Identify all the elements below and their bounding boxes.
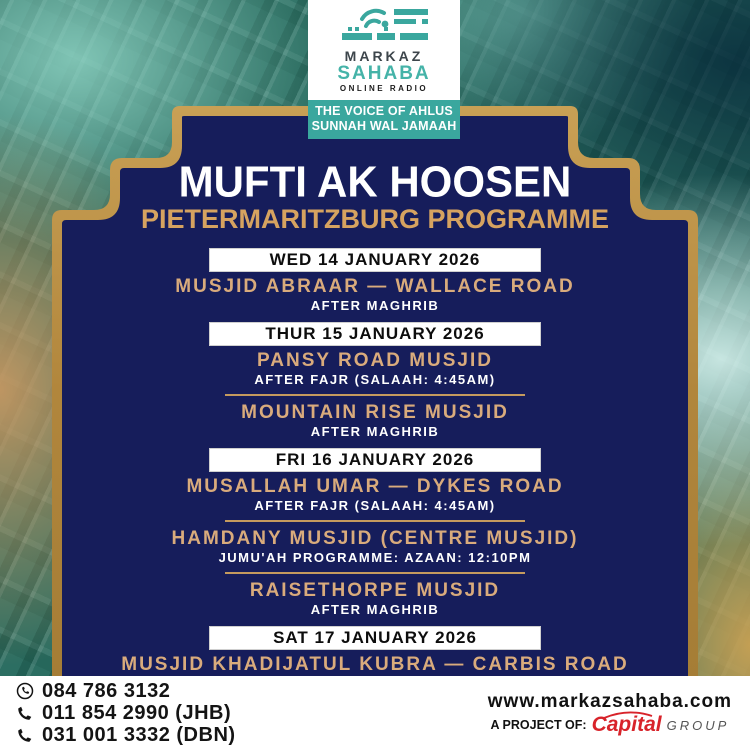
phone-handset-icon xyxy=(16,726,34,744)
section-divider xyxy=(225,572,525,574)
phone-contact-jhb xyxy=(16,702,236,724)
venue-name: RAISETHORPE MUSJID xyxy=(249,580,501,601)
capital-logo xyxy=(591,712,662,736)
capital-wordmark: Capital xyxy=(591,712,662,736)
schedule-day-thur xyxy=(62,323,688,439)
date-header: THUR 15 JANUARY 2026 xyxy=(210,323,540,345)
project-label: A PROJECT OF: xyxy=(490,718,587,732)
venue-name: MUSJID ABRAAR — WALLACE ROAD xyxy=(175,276,575,297)
page-title: MUFTI AK HOOSEN xyxy=(178,156,572,206)
venue-name: MOUNTAIN RISE MUSJID xyxy=(241,402,509,423)
event-time: AFTER MAGHRIB xyxy=(310,602,440,617)
venue-name: HAMDANY MUSJID (CENTRE MUSJID) xyxy=(171,528,579,549)
tagline-line1: THE VOICE OF AHLUS xyxy=(315,104,453,118)
event-time: JUMU'AH PROGRAMME: AZAAN: 12:10PM xyxy=(218,550,532,565)
project-credit xyxy=(488,712,732,736)
tagline-banner xyxy=(308,100,460,139)
brand-online-radio: ONLINE RADIO xyxy=(339,84,429,93)
venue-name: PANSY ROAD MUSJID xyxy=(257,350,493,371)
schedule-day-fri xyxy=(62,449,688,617)
section-divider xyxy=(225,520,525,522)
footer-bar xyxy=(0,676,750,750)
date-header: SAT 17 JANUARY 2026 xyxy=(210,627,540,649)
tagline-line2: SUNNAH WAL JAMAAH xyxy=(311,119,457,133)
date-header: FRI 16 JANUARY 2026 xyxy=(210,449,540,471)
date-header: WED 14 JANUARY 2026 xyxy=(210,249,540,271)
whatsapp-phone-icon xyxy=(16,682,34,700)
group-wordmark: GROUP xyxy=(666,717,730,733)
page-subtitle: PIETERMARITZBURG PROGRAMME xyxy=(141,204,609,234)
capital-swoosh-icon xyxy=(602,711,654,719)
schedule-day-wed xyxy=(62,249,688,313)
brand-sahaba: SAHABA xyxy=(337,63,431,84)
venue-name: MUSALLAH UMAR — DYKES ROAD xyxy=(186,476,564,497)
whatsapp-number: 084 786 3132 xyxy=(42,680,171,702)
event-time: AFTER FAJR (SALAAH: 4:45AM) xyxy=(254,372,496,387)
footer-right xyxy=(488,691,736,736)
phone-number-dbn: 031 001 3332 (DBN) xyxy=(42,724,236,746)
phone-contact-dbn xyxy=(16,724,236,746)
contact-list xyxy=(16,680,236,746)
radio-calligraphy-icon xyxy=(328,3,440,49)
venue-name: MUSJID KHADIJATUL KUBRA — CARBIS ROAD xyxy=(121,654,629,675)
schedule xyxy=(62,249,688,691)
website-url: www.markazsahaba.com xyxy=(487,690,732,712)
phone-number-jhb: 011 854 2990 (JHB) xyxy=(42,702,232,724)
whatsapp-contact xyxy=(16,680,236,702)
markaz-sahaba-logo xyxy=(308,0,460,100)
event-time: AFTER MAGHRIB xyxy=(310,424,440,439)
programme-content xyxy=(62,156,688,701)
phone-handset-icon xyxy=(16,704,34,722)
brand-markaz: MARKAZ xyxy=(344,48,424,64)
event-time: AFTER FAJR (SALAAH: 4:45AM) xyxy=(254,498,496,513)
event-time: AFTER MAGHRIB xyxy=(310,298,440,313)
section-divider xyxy=(225,394,525,396)
